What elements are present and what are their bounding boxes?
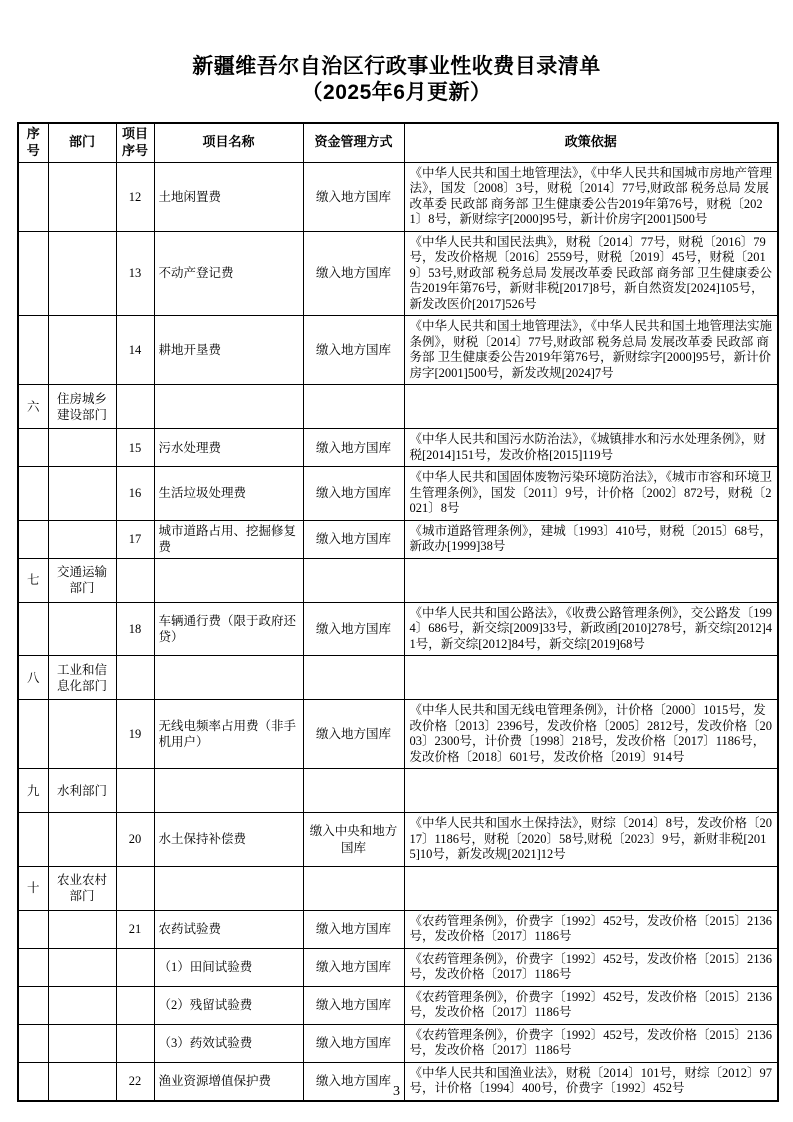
table-row [18,813,778,867]
row-policy-basis: 《农药管理条例》，价费字〔1992〕452号，发改价格〔2015〕2136号，发改价格〔2017〕1186号 [404,910,778,948]
table-row [18,231,778,316]
row-seq [18,429,48,467]
page-number: 3 [393,1084,400,1099]
row-seq [18,948,48,986]
row-item-number: 19 [116,700,154,769]
row-seq: 九 [18,769,48,813]
row-fund-method: 缴入地方国库 [303,162,404,231]
col-header-fund-method: 资金管理方式 [303,123,404,162]
row-fund-method: 缴入地方国库 [303,910,404,948]
row-fund-method [303,385,404,429]
row-fund-method [303,769,404,813]
table-row [18,602,778,656]
row-seq [18,910,48,948]
fee-catalog-table [17,122,779,1102]
row-fee-name: 渔业资源增值保护费 [154,1062,303,1101]
row-item-number: 16 [116,467,154,521]
row-fee-name: 耕地开垦费 [154,316,303,385]
document-title-line1: 新疆维吾尔自治区行政事业性收费目录清单 [192,55,601,78]
row-seq [18,467,48,521]
row-policy-basis: 《农药管理条例》，价费字〔1992〕452号，发改价格〔2015〕2136号，发改价格〔2017〕1186号 [404,1024,778,1062]
row-fee-name [154,558,303,602]
row-item-number: 18 [116,602,154,656]
row-item-number [116,769,154,813]
row-fund-method: 缴入地方国库 [303,986,404,1024]
row-department [48,162,116,231]
row-fee-name: 车辆通行费（限于政府还贷） [154,602,303,656]
col-header-fee-name: 项目名称 [154,123,303,162]
row-fee-name: 农药试验费 [154,910,303,948]
row-policy-basis: 《中华人民共和国民法典》，财税〔2014〕77号，财税〔2016〕79号，发改价格规〔2016〕2559号，财税〔2019〕45号，财税〔2019〕53号,财政部 税务总局 发展改革委 民政部 商务部 卫生健康委公告2019年第76号，新财非税[2017]8号，新自然资发[2024]105号，新发改医价[2017]526号 [404,231,778,316]
row-item-number [116,1024,154,1062]
row-fee-name [154,656,303,700]
row-fee-name: 无线电频率占用费（非手机用户） [154,700,303,769]
row-fund-method: 缴入地方国库 [303,316,404,385]
row-seq: 八 [18,656,48,700]
row-seq: 六 [18,385,48,429]
row-fee-name: 城市道路占用、挖掘修复费 [154,520,303,558]
section-row [18,656,778,700]
row-department [48,1024,116,1062]
row-seq [18,1024,48,1062]
row-seq [18,602,48,656]
row-department [48,910,116,948]
row-policy-basis [404,866,778,910]
row-fee-name: 不动产登记费 [154,231,303,316]
table-row [18,948,778,986]
row-policy-basis: 《中华人民共和国土地管理法》，《中华人民共和国城市房地产管理法》，国发〔2008〕3号，财税〔2014〕77号,财政部 税务总局 发展改革委 民政部 商务部 卫生健康委公告2019年第76号，财税〔2021〕8号，新财综字[2000]95号，新计价房字[2001]500号 [404,162,778,231]
row-policy-basis [404,769,778,813]
row-fund-method: 缴入地方国库 [303,1024,404,1062]
row-department [48,467,116,521]
col-header-item-number: 项目序号 [116,123,154,162]
row-department [48,429,116,467]
table-header [18,123,778,162]
row-department: 水利部门 [48,769,116,813]
row-item-number: 21 [116,910,154,948]
row-policy-basis: 《中华人民共和国无线电管理条例》，计价格〔2000〕1015号，发改价格〔2013〕2396号，发改价格〔2005〕2812号，发改价格〔2003〕2300号，计价费〔1998〕218号，发改价格〔2017〕1186号，发改价格〔2018〕601号，发改价格〔2019〕914号 [404,700,778,769]
row-department [48,602,116,656]
row-seq: 七 [18,558,48,602]
row-department [48,813,116,867]
row-seq: 十 [18,866,48,910]
row-seq [18,231,48,316]
row-fee-name: 土地闲置费 [154,162,303,231]
row-fee-name: （3）药效试验费 [154,1024,303,1062]
section-row [18,558,778,602]
col-header-department: 部门 [48,123,116,162]
row-department [48,948,116,986]
row-fund-method: 缴入地方国库 [303,700,404,769]
row-item-number: 15 [116,429,154,467]
row-policy-basis: 《农药管理条例》，价费字〔1992〕452号，发改价格〔2015〕2136号，发改价格〔2017〕1186号 [404,986,778,1024]
section-row [18,769,778,813]
row-department [48,231,116,316]
row-policy-basis: 《中华人民共和国污水防治法》，《城镇排水和污水处理条例》，财税[2014]151号，发改价格[2015]119号 [404,429,778,467]
row-seq [18,700,48,769]
row-fund-method [303,558,404,602]
row-item-number: 22 [116,1062,154,1101]
row-fund-method: 缴入地方国库 [303,429,404,467]
row-fund-method [303,866,404,910]
row-item-number: 13 [116,231,154,316]
row-policy-basis: 《城市道路管理条例》，建城〔1993〕410号，财税〔2015〕68号，新政办[1999]38号 [404,520,778,558]
table-row [18,429,778,467]
row-fee-name: 污水处理费 [154,429,303,467]
document-title [0,54,793,106]
document-title-line2: （2025年6月更新） [301,81,492,104]
row-fund-method: 缴入地方国库 [303,231,404,316]
row-department [48,700,116,769]
row-item-number [116,656,154,700]
row-fee-name: 生活垃圾处理费 [154,467,303,521]
row-item-number [116,948,154,986]
row-fund-method: 缴入地方国库 [303,1062,404,1101]
table-row [18,316,778,385]
table-row [18,986,778,1024]
row-fee-name [154,385,303,429]
row-item-number: 14 [116,316,154,385]
row-policy-basis [404,656,778,700]
col-header-seq: 序号 [18,123,48,162]
row-policy-basis [404,385,778,429]
row-fund-method: 缴入地方国库 [303,520,404,558]
row-fund-method [303,656,404,700]
row-department: 住房城乡建设部门 [48,385,116,429]
col-header-policy-basis: 政策依据 [404,123,778,162]
row-seq [18,986,48,1024]
table-body [18,162,778,1101]
header-row [18,123,778,162]
row-fee-name: （2）残留试验费 [154,986,303,1024]
row-seq [18,162,48,231]
row-fund-method: 缴入地方国库 [303,948,404,986]
row-policy-basis: 《中华人民共和国固体废物污染环境防治法》，《城市市容和环境卫生管理条例》，国发〔2011〕9号，计价格〔2002〕872号，财税〔2021〕8号 [404,467,778,521]
row-seq [18,813,48,867]
section-row [18,385,778,429]
row-department: 工业和信息化部门 [48,656,116,700]
row-policy-basis: 《中华人民共和国渔业法》，财税〔2014〕101号，财综〔2012〕97号，计价格〔1994〕400号，价费字〔1992〕452号 [404,1062,778,1101]
section-row [18,866,778,910]
row-department [48,520,116,558]
row-policy-basis: 《中华人民共和国公路法》，《收费公路管理条例》，交公路发〔1994〕686号，新交综[2009]33号，新政函[2010]278号，新交综[2012]41号，新交综[2012]84号，新交综[2019]68号 [404,602,778,656]
row-item-number [116,866,154,910]
row-fee-name: 水土保持补偿费 [154,813,303,867]
row-department [48,316,116,385]
row-fund-method: 缴入地方国库 [303,467,404,521]
row-item-number [116,986,154,1024]
row-department [48,986,116,1024]
table-row [18,700,778,769]
row-department: 交通运输部门 [48,558,116,602]
row-item-number: 20 [116,813,154,867]
table-row [18,520,778,558]
row-item-number [116,385,154,429]
row-item-number: 17 [116,520,154,558]
row-fee-name [154,769,303,813]
row-policy-basis: 《农药管理条例》，价费字〔1992〕452号，发改价格〔2015〕2136号，发改价格〔2017〕1186号 [404,948,778,986]
row-policy-basis [404,558,778,602]
row-department: 农业农村部门 [48,866,116,910]
table-row [18,1024,778,1062]
row-item-number: 12 [116,162,154,231]
row-fund-method: 缴入地方国库 [303,602,404,656]
row-policy-basis: 《中华人民共和国水土保持法》，财综〔2014〕8号，发改价格〔2017〕1186号，财税〔2020〕58号,财税〔2023〕9号，新财非税[2015]10号，新发改规[2021]12号 [404,813,778,867]
row-policy-basis: 《中华人民共和国土地管理法》，《中华人民共和国土地管理法实施条例》，财税〔2014〕77号,财政部 税务总局 发展改革委 民政部 商务部 卫生健康委公告2019年第76号，新财综字[2000]95号，新计价房字[2001]500号，新发改规[2024]7号 [404,316,778,385]
row-fee-name: （1）田间试验费 [154,948,303,986]
row-item-number [116,558,154,602]
row-fund-method: 缴入中央和地方国库 [303,813,404,867]
table-row [18,910,778,948]
row-fee-name [154,866,303,910]
table-row [18,162,778,231]
row-seq [18,316,48,385]
table-row [18,467,778,521]
row-seq [18,520,48,558]
